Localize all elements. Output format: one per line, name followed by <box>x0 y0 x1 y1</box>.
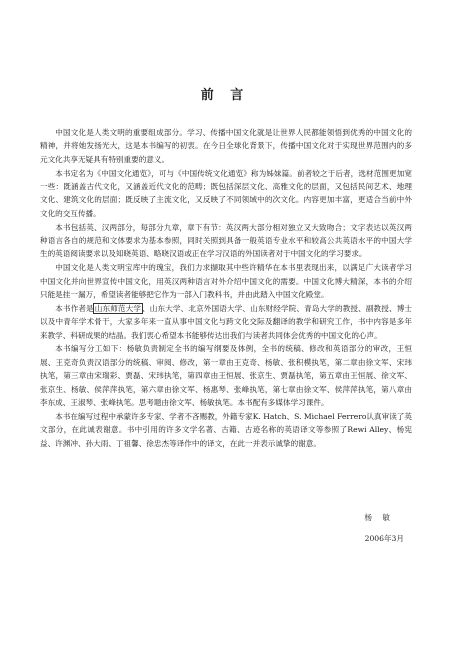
paragraph-5-start: 本书作者是 <box>55 303 94 313</box>
paragraph-5 <box>40 302 412 342</box>
preface-body <box>40 126 412 450</box>
highlighted-text: 山东师范大学 <box>94 303 142 313</box>
paragraph-7: 本书在编写过程中承蒙许多专家、学者不吝赐教，外籍专家K. Hatch、S. Michael Ferrero认真审读了英文部分，在此诚表谢意。书中引用的许多文学名著、古籍、古迹名称的英语译文等参照了Rewi Alley、杨宪益、许渊冲、孙大雨、丁祖馨、徐忠杰等译作中的译文，在此一并表示诚挚的谢意。 <box>40 411 412 448</box>
paragraph-6: 本书编写分工如下：杨敏负责制定全书的编写纲要及体例，全书的统稿、修改和英语部分的审改，王恒展、王克奇负责汉语部分的统稿、审阅、修改，第一章由王克奇、杨敏、张积模执笔，第二章由徐文军、宋玮执笔，第三章由宋瑞彩、贾磊、宋玮执笔，第四章由王恒展、张京生、贾磊执笔，第五章由王恒展、徐文军、张京生、杨敏、侯萍萍执笔，第六章由徐文军、杨惠琴、张峰执笔，第七章由徐文军、侯萍萍执笔，第八章由李东成、王淑琴、张峰执笔。思考题由徐文军、杨敏执笔。本书配有多媒体学习课件。 <box>40 344 412 408</box>
author-name: 杨 敏 <box>364 513 394 522</box>
paragraph-3: 本书包括英、汉两部分，每部分九章，章下有节：英汉两大部分相对独立又大致吻合；文字表达以英汉两种语言各自的规范和文体要求为基本参照，同时关照到具备一般英语专业水平和较高公共英语水平的中国大学生的英语阅读要求以及知晓英语、略晓汉语或正在学习汉语的外国读者对于中国文化的学习要求。 <box>40 222 412 259</box>
paragraph-1: 中国文化是人类文明的重要组成部分。学习、传播中国文化就是让世界人民都能领悟到优秀的中国文化的精神，并将她发扬光大，这是本书编写的初衷。在今日全球化背景下，传播中国文化对于实现世界范围内的多元文化共享无疑具有特别重要的意义。 <box>40 128 412 164</box>
date-line <box>0 533 412 544</box>
paragraph-2: 本书定名为《中国文化通览》，可与《中国传统文化通览》称为姊妹篇。前者较之于后者，选材范围更加宽一些：既涵盖古代文化，又涵盖近代文化的范畴；既包括深层文化、高雅文化的层面，又包括民间艺术、地理文化、建筑文化的层面；既反映了主流文化，又反映了不同领域中的次文化。内容更加丰富，更适合当前中外文化的交互传播。 <box>40 168 412 218</box>
date-text: 2006年3月 <box>364 534 404 543</box>
page-title: 前 言 <box>200 88 250 103</box>
paragraph-4: 中国文化是人类文明宝库中的瑰宝，我们力求撷取其中些许精华在本书里表现出来，以满足广大读者学习中国文化并向世界宣传中国文化，用英汉两种语言对外介绍中国文化的需要。中国文化博大精深，本书的介绍只能是挂一漏万，希望读者能够把它作为一部入门教科书，并由此踏入中国文化殿堂。 <box>40 263 412 300</box>
paragraph-5-end: 、山东大学、北京外国语大学、山东财经学院、青岛大学的教授、副教授、博士以及中青年学术骨干，大家多年来一直从事中国文化与跨文化交际及翻译的教学和研究工作，书中内容是多年来教学、科研成果的结晶。我们衷心希望本书能够传达出我们与读者共同体会优秀的中国文化的心声。 <box>40 303 413 340</box>
author-signature-line <box>0 512 412 523</box>
